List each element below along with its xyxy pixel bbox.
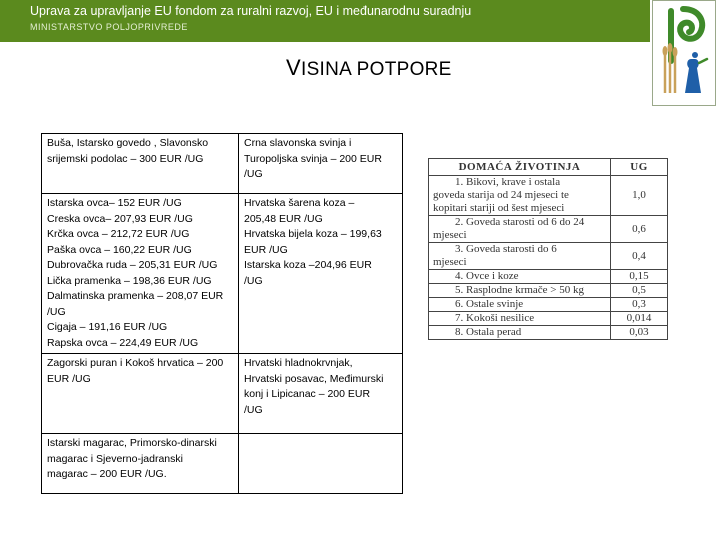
- ug-table-row: [429, 284, 668, 298]
- breed-text-line: Turopoljska svinja – 200 EUR: [244, 152, 382, 165]
- breed-text-line: Hrvatski posavac, Međimurski: [244, 372, 384, 385]
- ug-animal-line: 3. Goveda starosti do 6: [455, 243, 557, 255]
- ug-animal-line: 4. Ovce i koze: [455, 270, 519, 282]
- ug-animal-cell: [429, 298, 611, 312]
- breed-cell-right: [239, 134, 403, 194]
- ug-header-value: UG: [611, 159, 668, 176]
- ug-animal-cell: [429, 284, 611, 298]
- breed-text-line: Dubrovačka ruda – 205,31 EUR /UG: [47, 259, 218, 271]
- breed-text-line: Istarska ovca– 152 EUR /UG: [47, 197, 182, 209]
- table-row: [42, 134, 403, 194]
- breed-cell-left: [42, 434, 239, 494]
- ug-value-cell: 0,03: [611, 326, 668, 340]
- ug-table-header: [429, 159, 668, 176]
- breed-text-line: Dalmatinska pramenka – 208,07 EUR: [47, 290, 224, 302]
- breed-text-line: /UG: [47, 305, 66, 318]
- breed-text-line: Cigaja – 191,16 EUR /UG: [47, 321, 168, 333]
- ug-animal-line: 2. Goveda starosti od 6 do 24: [455, 216, 585, 228]
- breed-text-line: Hrvatska šarena koza –: [244, 197, 355, 209]
- table-row: [42, 354, 403, 434]
- logo-spiral-shape: [680, 9, 702, 39]
- breed-text-line: Istarski magarac, Primorsko-dinarski: [47, 437, 217, 449]
- breed-cell-right: [239, 354, 403, 434]
- breed-text-line: Paška ovca – 160,22 EUR /UG: [47, 243, 192, 256]
- breed-text-line: Creska ovca– 207,93 EUR /UG: [47, 212, 193, 225]
- breed-text-line: Lička pramenka – 198,36 EUR /UG: [47, 274, 212, 287]
- ug-animal-cell: [429, 176, 611, 216]
- breed-text-line: Hrvatski hladnokrvnjak,: [244, 357, 353, 369]
- breed-cell-left: [42, 354, 239, 434]
- breed-text-line: /UG: [244, 168, 263, 180]
- breed-text-line: magarac – 200 EUR /UG.: [47, 468, 167, 480]
- breed-text-line: Zagorski puran i Kokoš hrvatica – 200: [47, 357, 224, 369]
- breed-text-line: Krčka ovca – 212,72 EUR /UG: [47, 228, 190, 240]
- breed-cell-right: [239, 194, 403, 354]
- ug-header-animal: DOMAĆA ŽIVOTINJA: [429, 159, 611, 176]
- breed-text-line: srijemski podolac – 300 EUR /UG: [47, 152, 204, 165]
- table-row: [42, 434, 403, 494]
- ug-table-row: [429, 298, 668, 312]
- ug-value-cell: 0,3: [611, 298, 668, 312]
- breed-text-line: magarac i Sjeverno-jadranski: [47, 452, 183, 465]
- ug-value-cell: 0,6: [611, 216, 668, 243]
- breeds-support-table: [41, 133, 403, 494]
- ug-animal-line: 6. Ostale svinje: [455, 298, 524, 310]
- header-title: Uprava za upravljanje EU fondom za ruralni razvoj, EU i međunarodnu suradnju: [30, 4, 472, 18]
- ug-value-cell: 0,15: [611, 270, 668, 284]
- slide-title-initial: V: [286, 55, 301, 80]
- table-row: [42, 194, 403, 354]
- breed-text-line: 205,48 EUR /UG: [244, 212, 323, 225]
- slide-title-rest: ISINA POTPORE: [300, 59, 452, 80]
- ministry-logo: [652, 0, 716, 106]
- breed-text-line: Hrvatska bijela koza – 199,63: [244, 228, 382, 240]
- ug-animal-line: 5. Rasplodne krmače > 50 kg: [455, 284, 585, 296]
- ug-animal-line: mjeseci: [433, 229, 467, 241]
- breed-text-line: EUR /UG: [47, 372, 91, 385]
- breed-cell-left: [42, 134, 239, 194]
- breed-text-line: Istarska koza –204,96 EUR: [244, 259, 372, 271]
- ug-animal-cell: [429, 312, 611, 326]
- ug-animal-cell: [429, 216, 611, 243]
- ug-table-row: [429, 326, 668, 340]
- breed-text-line: konj i Lipicanac – 200 EUR: [244, 388, 371, 400]
- ug-animal-cell: [429, 326, 611, 340]
- breed-text-line: Buša, Istarsko govedo , Slavonsko: [47, 137, 209, 149]
- ug-value-cell: 0,4: [611, 243, 668, 270]
- livestock-unit-table: [428, 158, 668, 340]
- ministry-logo-icon: [653, 1, 715, 105]
- ug-animal-line: 8. Ostala perad: [455, 326, 522, 338]
- breed-cell-left: [42, 194, 239, 354]
- ug-value-cell: 0,5: [611, 284, 668, 298]
- ug-animal-cell: [429, 243, 611, 270]
- slide-title: [286, 55, 452, 81]
- ug-table-row: [429, 243, 668, 270]
- ug-value-cell: 1,0: [611, 176, 668, 216]
- ug-animal-cell: [429, 270, 611, 284]
- ug-animal-line: 7. Kokoši nesilice: [455, 312, 535, 324]
- ug-animal-line: 1. Bikovi, krave i ostala: [455, 176, 561, 188]
- ug-animal-line: goveda starija od 24 mjeseci te: [433, 189, 569, 201]
- ug-animal-line: mjeseci: [433, 256, 467, 268]
- breed-cell-right: [239, 434, 403, 494]
- breed-text-line: EUR /UG: [244, 243, 288, 256]
- breed-text-line: /UG: [244, 403, 263, 416]
- ug-animal-line: kopitari stariji od šest mjeseci: [433, 202, 565, 214]
- header-band: [0, 0, 650, 42]
- ug-table-row: [429, 270, 668, 284]
- header-subtitle: MINISTARSTVO POLJOPRIVREDE: [30, 22, 188, 32]
- ug-table-row: [429, 216, 668, 243]
- ug-table-row: [429, 176, 668, 216]
- breed-text-line: Rapska ovca – 224,49 EUR /UG: [47, 336, 199, 349]
- ug-value-cell: 0,014: [611, 312, 668, 326]
- ug-table-row: [429, 312, 668, 326]
- breed-text-line: Crna slavonska svinja i: [244, 137, 352, 149]
- breed-text-line: /UG: [244, 274, 263, 287]
